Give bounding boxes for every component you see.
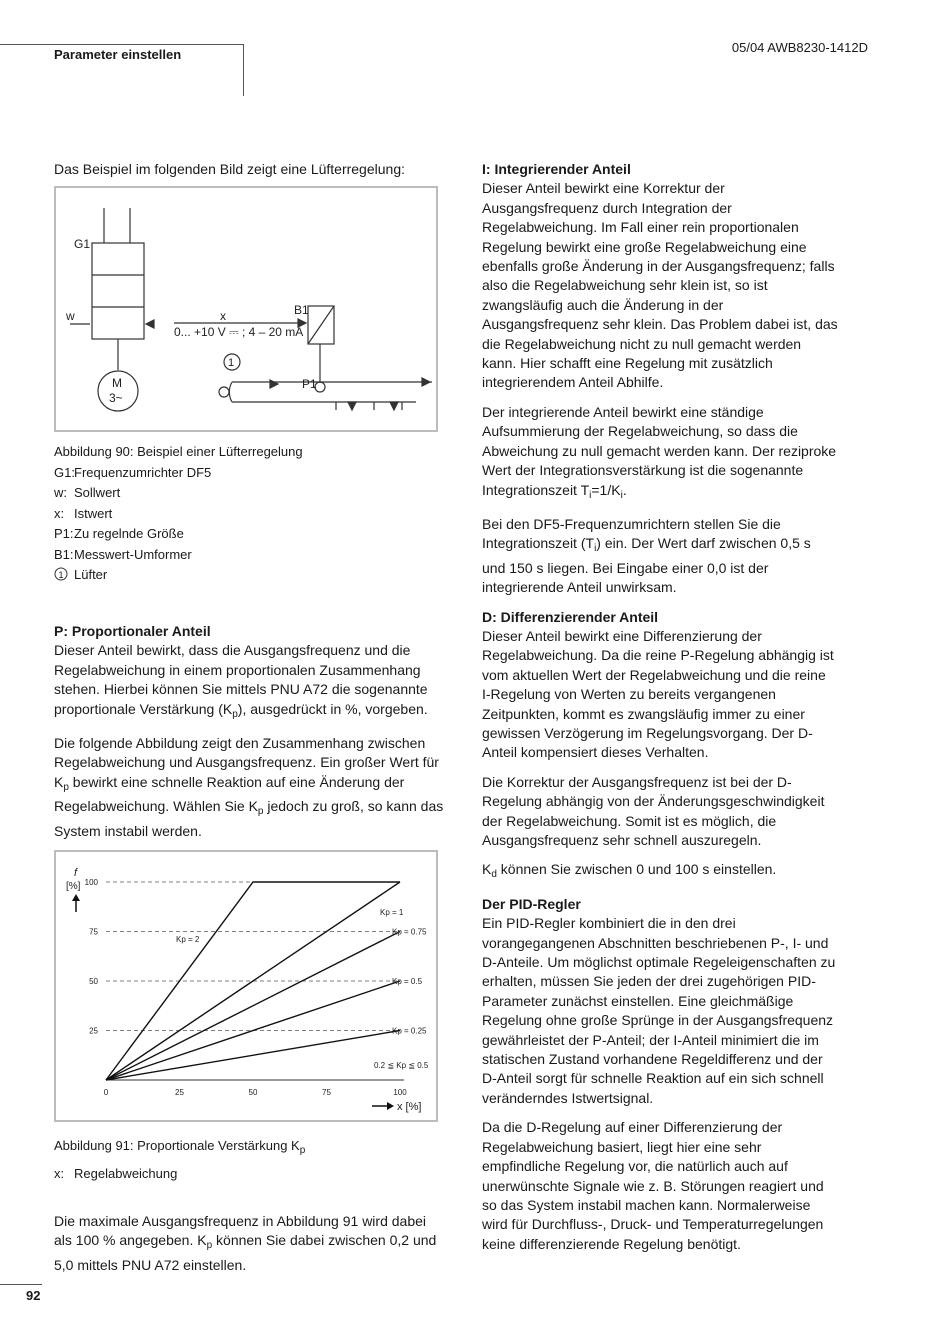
legend-fan-label: Lüfter [74, 567, 108, 582]
p-paragraph-1: Dieser Anteil bewirkt, dass die Ausgangsfrequenz und die Regelabweichung in einem proportionalen Zusammenhang stehen. Hierbei können Sie mittels PNU A72 die sogenannte proportionale Verstärkung $(K_p)$, ausgedrückt in %, vorgeben. [54, 642, 428, 720]
legend-row: G1: Frequenzumrichter DF5 [54, 464, 212, 480]
section-title: Parameter einstellen [54, 47, 182, 62]
svg-text:1: 1 [58, 570, 64, 580]
pid-paragraph-1: Ein PID-Regler kombiniert die in den drei vorangegangenen Abschnitten beschriebenen P-, I- und D-Anteile. Um möglichst optimale Regeleigenschaften zu erhalten, müssen Sie jeden der drei zugehörigen PID-Parameter zunächst einstellen. Eine gleichmäßige Regelung ohne große Sprünge in der Ausgangsfrequenz gewährleistet der P-Anteil; der I-Anteil minimiert die im statischen Zustand vorhandene Regeldifferenz und der D-Anteil sorgt für schnelle Reaktion auf ein sich schnell veränderndes Istwertsignal. [482, 915, 836, 1106]
label-fan-number: 1 [228, 357, 235, 369]
i-paragraph-1: Dieser Anteil bewirkt eine Korrektur der Ausgangsfrequenz durch Integration der Regelabweichung. Im Fall einer rein proportionalen Regelung bewirkt eine große Regelabweichung eine ebenfalls große Änderung in der Ausgangsfrequenz; falls also die Regelabweichung sehr klein ist, so ist zwangsläufig auch die Änderung in der Ausgangsfrequenz sehr klein. Das Problem dabei ist, das die Regelabweichung nicht zu null gemacht werden kann. Hier schafft eine Regelung mit zusätzlich integrierendem Anteil Abhilfe. [482, 180, 838, 391]
label-p1: P1 [302, 377, 317, 391]
p-paragraph-2: Die folgende Abbildung zeigt den Zusammenhang zwischen Regelabweichung und Ausgangsfrequenz. Ein großer Wert für $K_p$ bewirkt eine schnelle Reaktion auf eine Änderung der Regelabweichung. Wählen Sie $K_p$ jedoch zu groß, so kann das System instabil werden. [54, 735, 444, 839]
figure-90-caption-block [54, 442, 444, 588]
x-axis-label: x [%] [397, 1101, 422, 1113]
i-heading: I: Integrierender Anteil [482, 161, 631, 177]
fan-number-icon [54, 565, 74, 588]
series-label: Kp = 2 [176, 935, 200, 944]
y-tick-label: 100 [84, 878, 98, 887]
final-paragraph: Die maximale Ausgangsfrequenz in Abbildung 91 wird dabei als 100 % angegeben. $K_p$ können Sie dabei zwischen 0,2 und 5,0 mittels PNU A72 einstellen. [54, 1213, 437, 1273]
series-label: Kp = 0.75 [392, 927, 427, 937]
i-paragraph-3: Bei den DF5-Frequenzumrichtern stellen Sie die Integrationszeit $(T_i)$ ein. Der Wert darf zwischen 0,5 s und 150 s liegen. Bei Eingabe einer 0,0 ist der integrierende Anteil unwirksam. [482, 515, 811, 596]
pid-paragraph-2: Da die D-Regelung auf einer Differenzierung der Regelabweichung basiert, liegt hier eine sehr empfindliche Regelung vor, die natürlich auch auf unerwünschte Signale wie z. B. Störungen reagiert und so das System instabil machen kann. Normalerweise wird für Durchfluss-, Druck- und Temperaturregelungen keine differenzierende Regelung benötigt. [482, 1119, 824, 1252]
label-range: 0... +10 V ⎓ ; 4 – 20 mA [174, 325, 304, 339]
label-w: w [66, 309, 75, 323]
x-tick-label: 75 [322, 1088, 331, 1097]
series-label: Kp = 1 [380, 908, 404, 917]
legend-row: P1: Zu regelnde Größe [54, 526, 184, 541]
y-axis-arrowhead [72, 894, 80, 901]
y-tick-label: 50 [89, 977, 98, 986]
label-x: x [220, 309, 226, 323]
x-tick-label: 25 [175, 1088, 184, 1097]
figure-90-caption: Abbildung 90: Beispiel einer Lüfterregelung [54, 444, 303, 459]
header-rule [0, 44, 244, 45]
i-paragraph-2: Der integrierende Anteil bewirkt eine ständige Aufsummierung der Regelabweichung, so dass die Abweichung zu null gemacht werden kann. Der reziproke Wert der Integrationsverstärkung ist die sogenannte Integrationszeit $T_i=1/K_i$. [482, 403, 837, 501]
figure-91-box [54, 850, 438, 1122]
page-number-rule [0, 1284, 42, 1285]
p-section [54, 622, 444, 851]
chart-annotation: 0.2 ≦ Kp ≦ 0.5 [374, 1061, 429, 1070]
pid-heading: Der PID-Regler [482, 895, 581, 912]
d-heading: D: Differenzierender Anteil [482, 608, 659, 625]
legend-row: w: Sollwert [54, 485, 121, 500]
label-g1: G1 [74, 237, 91, 251]
fan-control-diagram [56, 188, 436, 430]
x-tick-label: 0 [103, 1088, 109, 1097]
label-motor-m: M [112, 376, 122, 390]
y-tick-label: 25 [89, 1026, 98, 1036]
x-axis-arrowhead [387, 1102, 394, 1110]
proportional-gain-chart [56, 852, 436, 1120]
legend-row-fan [54, 565, 444, 588]
figure-90-box [54, 186, 438, 432]
d-paragraph-3: $K_d$ können Sie zwischen 0 und 100 s einstellen. [482, 861, 777, 881]
series-line [106, 932, 400, 1081]
label-b1: B1 [294, 303, 309, 317]
right-column [482, 160, 838, 1264]
y-axis-unit: [%] [66, 881, 81, 892]
figure-90-legend [54, 463, 444, 566]
document-id: 05/04 AWB8230-1412D [731, 40, 868, 55]
p-heading: P: Proportionaler Anteil [54, 623, 211, 639]
legend-row: B1: Messwert-Umformer [54, 546, 192, 562]
legend-row: x: Istwert [54, 505, 113, 521]
page-number: 92 [26, 1288, 41, 1303]
x-tick-label: 50 [248, 1088, 258, 1097]
series-label: Kp = 0.5 [392, 977, 423, 986]
y-tick-label: 75 [89, 927, 98, 937]
x-tick-label: 100 [393, 1088, 407, 1097]
d-paragraph-1: Dieser Anteil bewirkt eine Differenzierung der Regelabweichung. Da die reine P-Regelung abhängig ist vom aktuellen Wert der Regelabweichung und die reine I-Regelung von Werten zu bereits vergangenen Zeitpunkten, kommt es zwangsläufig immer zu einer gewissen Verzögerung im Regelungsvorgang. Der D-Anteil kompensiert dieses Verhalten. [482, 627, 834, 761]
y-axis-label: f [74, 867, 78, 879]
label-motor-3: 3~ [109, 391, 123, 405]
series-label: Kp = 0.25 [392, 1026, 427, 1036]
header-divider [243, 44, 244, 96]
series-line [106, 1031, 400, 1081]
d-paragraph-2: Die Korrektur der Ausgangsfrequenz ist bei der D-Regelung abhängig von der Änderungsgeschwindigkeit der Regelabweichung. Somit ist es möglich, die Ausgangsfrequenz sehr schnell auszuregeln. [482, 773, 825, 848]
figure-91-caption-block: Abbildung 91: Proportionale Verstärkung $K_p$ x: Regelabweichung [54, 1136, 444, 1184]
intro-text: Das Beispiel im folgenden Bild zeigt eine Lüfterregelung: [54, 161, 405, 177]
figure-91-caption: Abbildung 91: Proportionale Verstärkung $K_p$ [54, 1138, 306, 1156]
